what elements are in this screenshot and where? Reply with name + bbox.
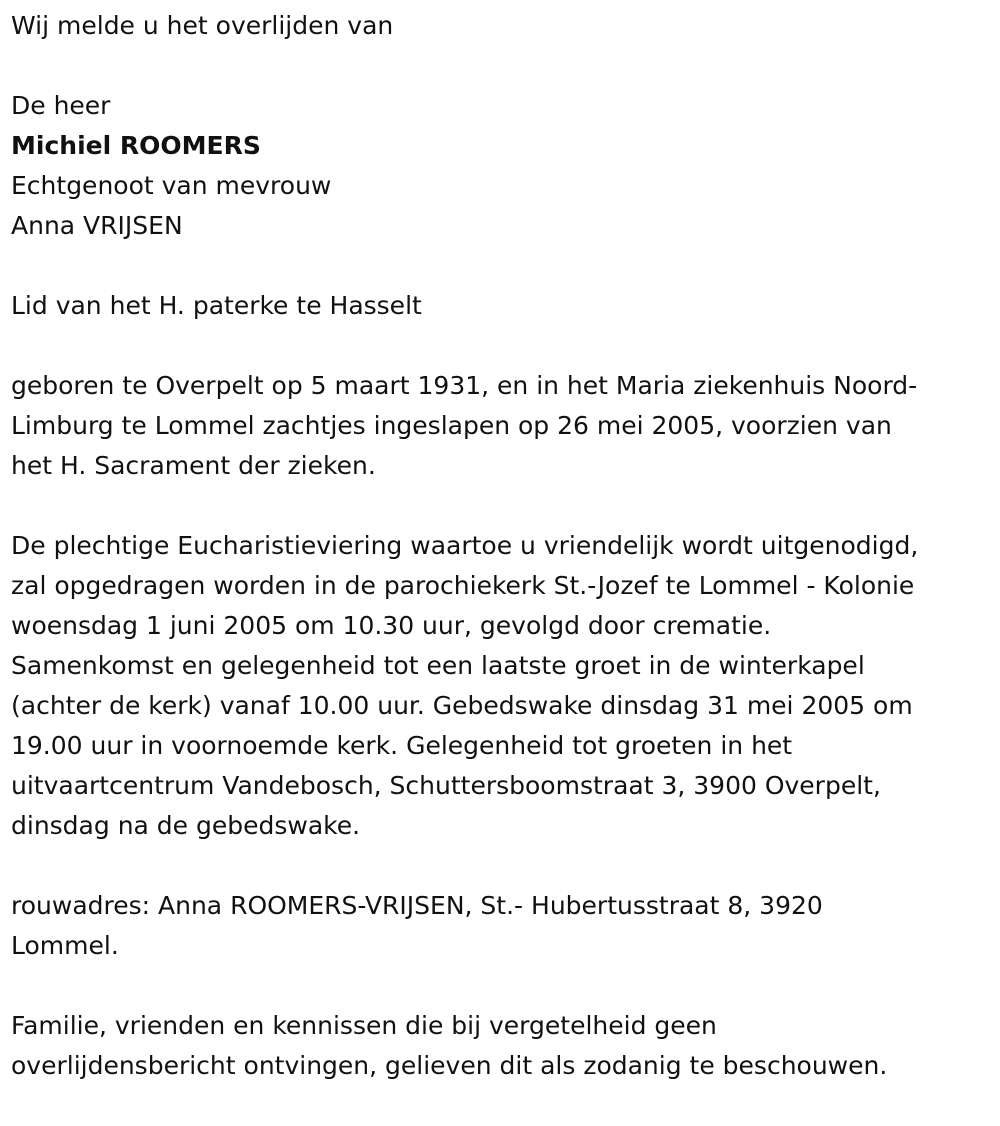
paragraph-line: uitvaartcentrum Vandebosch, Schuttersboomstraat 3, 3900 Overpelt, xyxy=(11,771,881,800)
paragraph-line: Limburg te Lommel zachtjes ingeslapen op 26 mei 2005, voorzien van xyxy=(11,411,892,440)
paragraph-line: (achter de kerk) vanaf 10.00 uur. Gebedswake dinsdag 31 mei 2005 om xyxy=(11,691,913,720)
salutation: De heer xyxy=(11,91,111,120)
spacer xyxy=(11,486,986,526)
deceased-name: Michiel ROOMERS xyxy=(11,131,261,160)
spacer xyxy=(11,846,986,886)
spouse-name: Anna VRIJSEN xyxy=(11,211,183,240)
paragraph-line: Lommel. xyxy=(11,931,119,960)
paragraph-line: Familie, vrienden en kennissen die bij vergetelheid geen xyxy=(11,1011,717,1040)
paragraph-line: Samenkomst en gelegenheid tot een laatste groet in de winterkapel xyxy=(11,651,865,680)
ceremony-paragraph xyxy=(11,526,986,846)
paragraph-line: geboren te Overpelt op 5 maart 1931, en in het Maria ziekenhuis Noord- xyxy=(11,371,918,400)
paragraph-line: zal opgedragen worden in de parochiekerk St.-Jozef te Lommel - Kolonie xyxy=(11,571,915,600)
paragraph-line: woensdag 1 juni 2005 om 10.30 uur, gevolgd door crematie. xyxy=(11,611,772,640)
paragraph-line: rouwadres: Anna ROOMERS-VRIJSEN, St.- Hubertusstraat 8, 3920 xyxy=(11,891,823,920)
closing-paragraph xyxy=(11,1006,986,1086)
paragraph-line: dinsdag na de gebedswake. xyxy=(11,811,361,840)
spacer xyxy=(11,966,986,1006)
paragraph-line: 19.00 uur in voornoemde kerk. Gelegenheid tot groeten in het xyxy=(11,731,793,760)
spouse-label: Echtgenoot van mevrouw xyxy=(11,171,332,200)
intro-text: Wij melde u het overlijden van xyxy=(11,11,394,40)
paragraph-line: overlijdensbericht ontvingen, gelieven dit als zodanig te beschouwen. xyxy=(11,1051,888,1080)
mourning-address xyxy=(11,886,986,966)
spacer xyxy=(11,326,986,366)
paragraph-line: De plechtige Eucharistieviering waartoe u vriendelijk wordt uitgenodigd, xyxy=(11,531,919,560)
birth-death-paragraph xyxy=(11,366,986,486)
spacer xyxy=(11,246,986,286)
obituary-notice xyxy=(11,6,986,1086)
membership-text: Lid van het H. paterke te Hasselt xyxy=(11,291,422,320)
paragraph-line: het H. Sacrament der zieken. xyxy=(11,451,376,480)
spacer xyxy=(11,46,986,86)
